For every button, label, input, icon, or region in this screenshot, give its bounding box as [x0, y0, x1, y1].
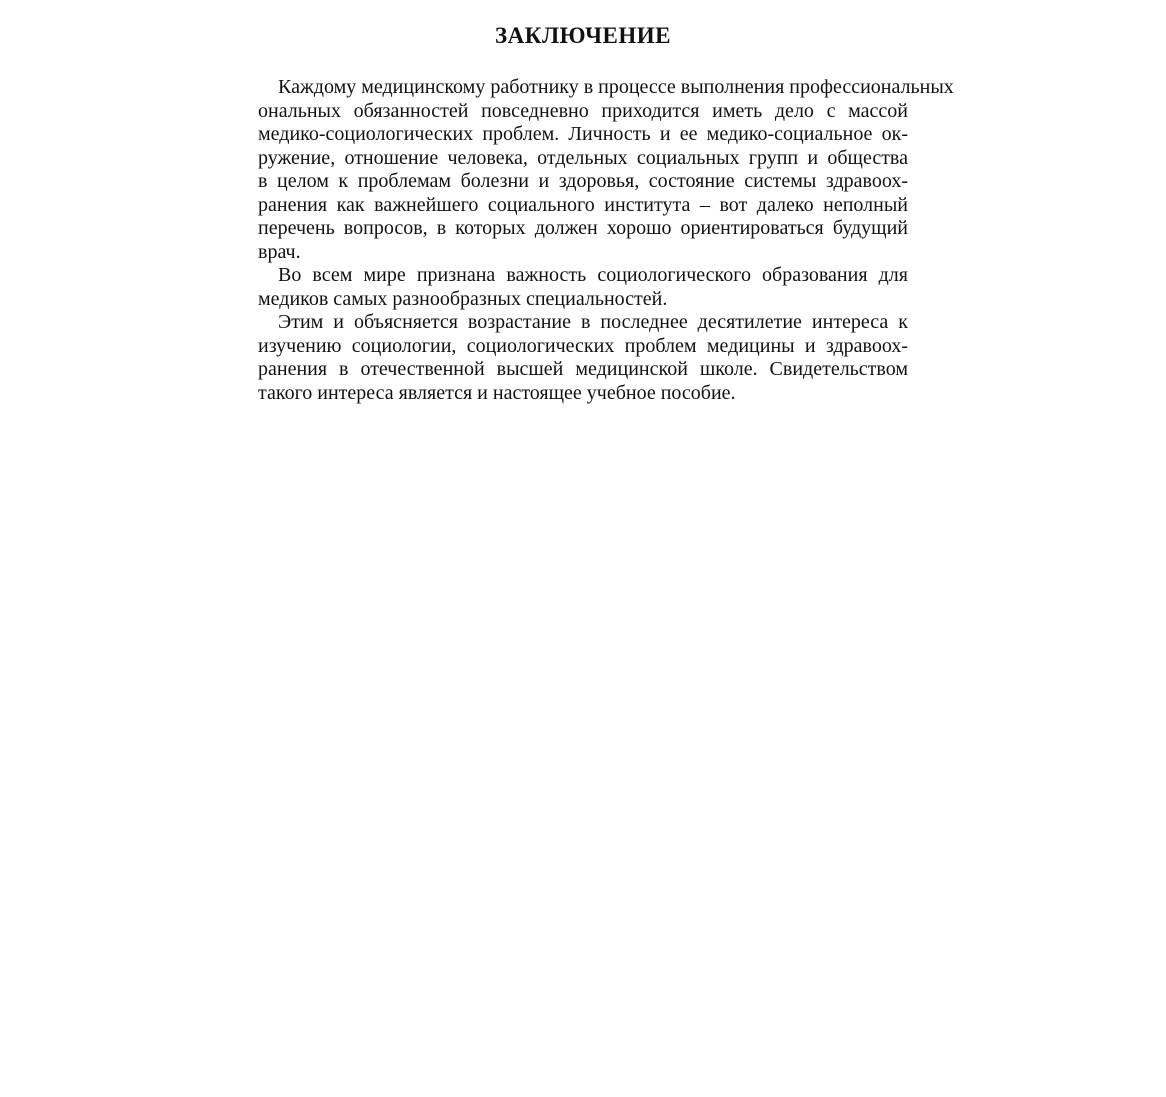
text-line: перечень вопросов, в которых должен хорошо ориентироваться будущий — [258, 217, 908, 239]
text-line: медиков самых разнообразных специальностей. — [258, 287, 668, 310]
text-line: ональных обязанностей повседневно приходится иметь дело с массой — [258, 99, 908, 122]
paragraph-3 — [258, 311, 908, 405]
text-line: такого интереса является и настоящее учебное пособие. — [258, 381, 736, 404]
text-line: изучению социологии, социологических проблем медицины и здравоох- — [258, 334, 908, 357]
paragraph-1 — [258, 76, 954, 264]
text-line: врач. — [258, 240, 301, 263]
paragraph-2 — [258, 264, 908, 311]
text-line: Во всем мире признана важность социологического образования для — [278, 264, 908, 286]
body-text — [258, 76, 954, 405]
text-line: ранения как важнейшего социального института – вот далеко неполный — [258, 193, 908, 216]
text-line: Этим и объясняется возрастание в последнее десятилетие интереса к — [278, 311, 908, 333]
text-line: Каждому медицинскому работнику в процессе выполнения профессиональных — [278, 76, 954, 98]
page-title: ЗАКЛЮЧЕНИЕ — [495, 23, 671, 48]
text-line: ранения в отечественной высшей медицинской школе. Свидетельством — [258, 358, 908, 380]
text-line: ружение, отношение человека, отдельных социальных групп и общества — [258, 146, 908, 169]
text-line: медико-социологических проблем. Личность и ее медико-социальное ок- — [258, 123, 908, 145]
text-line: в целом к проблемам болезни и здоровья, состояние системы здравоох- — [258, 170, 908, 192]
